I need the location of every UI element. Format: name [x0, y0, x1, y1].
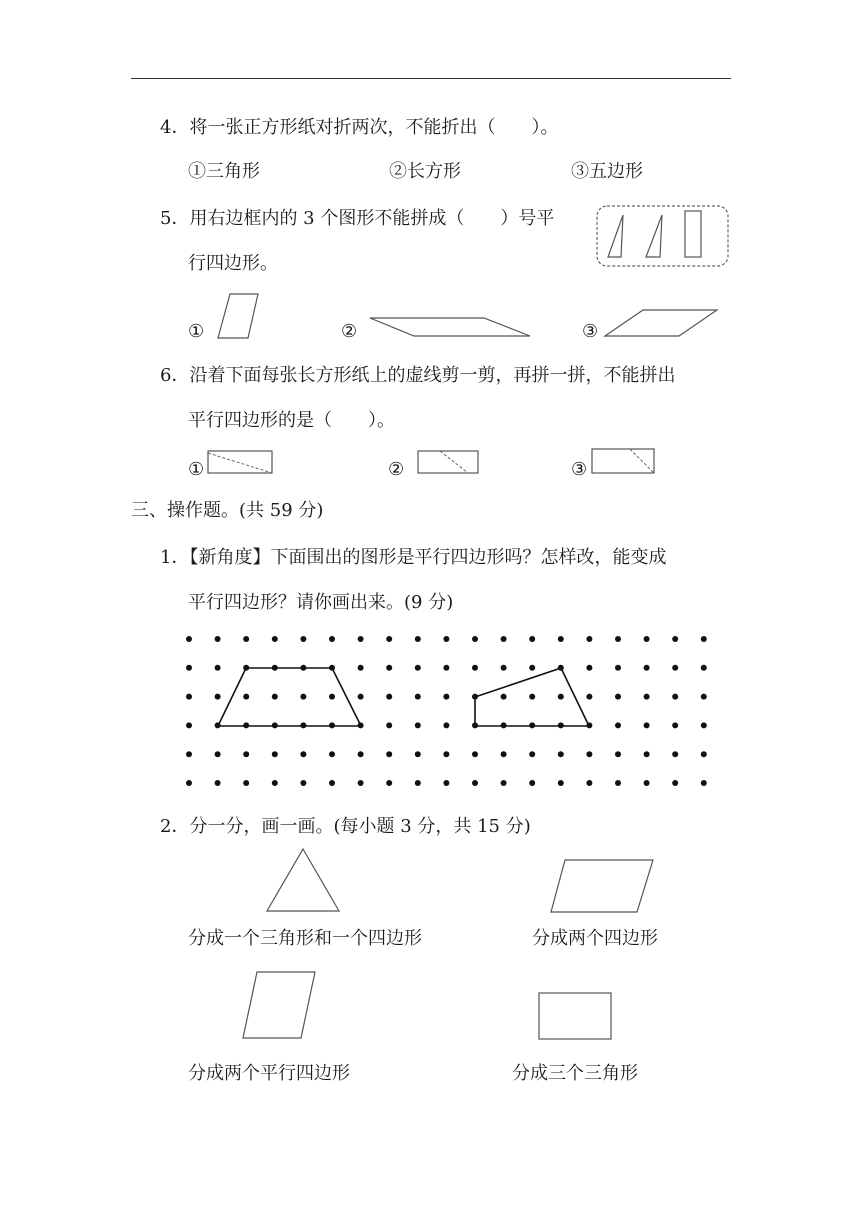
- grid-dot: [215, 694, 221, 700]
- op2-caption-3: 分成两个平行四边形: [188, 1063, 350, 1084]
- grid-dot: [586, 636, 592, 642]
- q6-stem-line2: 平行四边形的是（ ）。: [188, 410, 395, 431]
- grid-dot: [186, 780, 192, 786]
- grid-dot: [586, 751, 592, 757]
- q6-stem-line1: 6．沿着下面每张长方形纸上的虚线剪一剪，再拼一拼，不能拼出: [160, 365, 676, 386]
- grid-dot: [701, 636, 707, 642]
- q5-pieces-box: [596, 205, 730, 269]
- op1-stem-line1: 1．【新角度】下面围出的图形是平行四边形吗？怎样改，能变成: [160, 547, 667, 568]
- op2-caption-4: 分成三个三角形: [512, 1063, 638, 1084]
- grid-dot: [272, 780, 278, 786]
- q4-option-1: ①三角形: [188, 161, 260, 182]
- grid-dot: [215, 665, 221, 671]
- grid-dot: [358, 694, 364, 700]
- grid-dot: [386, 636, 392, 642]
- grid-dot: [243, 751, 249, 757]
- grid-dot: [501, 694, 507, 700]
- grid-dot: [358, 780, 364, 786]
- op2-triangle: [265, 845, 343, 915]
- grid-dot: [243, 636, 249, 642]
- grid-dot: [672, 694, 678, 700]
- grid-dot: [501, 751, 507, 757]
- grid-dot: [615, 636, 621, 642]
- grid-dot: [615, 780, 621, 786]
- grid-dot: [386, 665, 392, 671]
- grid-dot: [186, 722, 192, 728]
- grid-dot: [501, 636, 507, 642]
- grid-dot: [329, 751, 335, 757]
- grid-dot: [272, 751, 278, 757]
- q6-option-2-paper: [416, 449, 482, 477]
- grid-dot: [558, 636, 564, 642]
- dot-grid: [180, 630, 720, 795]
- grid-dot: [586, 665, 592, 671]
- grid-dot: [186, 694, 192, 700]
- grid-dot: [386, 722, 392, 728]
- grid-dot: [472, 665, 478, 671]
- grid-dot: [472, 751, 478, 757]
- grid-dot: [558, 751, 564, 757]
- grid-dot: [300, 751, 306, 757]
- grid-dot: [358, 665, 364, 671]
- grid-dot: [243, 780, 249, 786]
- grid-dot: [358, 636, 364, 642]
- q5-option-2-parallelogram: [366, 314, 536, 340]
- grid-dot: [472, 636, 478, 642]
- grid-dot: [644, 694, 650, 700]
- grid-dot: [300, 636, 306, 642]
- q4-stem: 4．将一张正方形纸对折两次，不能折出（ ）。: [160, 117, 559, 138]
- grid-dot: [615, 751, 621, 757]
- grid-dot: [529, 780, 535, 786]
- op2-caption-2: 分成两个四边形: [532, 928, 658, 949]
- grid-dot: [529, 665, 535, 671]
- grid-dot: [415, 722, 421, 728]
- grid-dot: [443, 751, 449, 757]
- grid-dot: [215, 751, 221, 757]
- q5-option-1-label: ①: [188, 321, 205, 342]
- q6-option-1-paper: [206, 449, 274, 477]
- grid-dot: [386, 751, 392, 757]
- grid-dot: [415, 694, 421, 700]
- grid-dot: [272, 694, 278, 700]
- grid-dot: [443, 636, 449, 642]
- grid-dot: [701, 751, 707, 757]
- op1-trapezoid-figure: [218, 668, 361, 726]
- grid-dot: [358, 751, 364, 757]
- q6-option-1-label: ①: [188, 459, 205, 480]
- grid-dot: [644, 636, 650, 642]
- q5-option-1-parallelogram: [210, 290, 270, 344]
- grid-dot: [586, 780, 592, 786]
- q5-rectangle-piece: [685, 211, 701, 257]
- grid-dot: [672, 751, 678, 757]
- grid-dot: [529, 636, 535, 642]
- grid-dot: [672, 722, 678, 728]
- grid-dot: [300, 780, 306, 786]
- grid-dot: [701, 780, 707, 786]
- grid-dot: [243, 694, 249, 700]
- q4-option-3: ③五边形: [571, 161, 643, 182]
- grid-dot: [272, 636, 278, 642]
- grid-dot: [186, 751, 192, 757]
- grid-dot: [501, 665, 507, 671]
- grid-dot: [415, 665, 421, 671]
- grid-dot: [615, 722, 621, 728]
- grid-dot: [186, 665, 192, 671]
- grid-dot: [386, 780, 392, 786]
- grid-dot: [443, 722, 449, 728]
- op1-stem-line2: 平行四边形？请你画出来。(9 分): [188, 592, 454, 613]
- q5-option-3-parallelogram: [603, 306, 721, 340]
- q5-triangle-piece-1: [608, 215, 623, 257]
- q4-option-2: ②长方形: [389, 161, 461, 182]
- grid-dot: [529, 751, 535, 757]
- grid-dot: [615, 694, 621, 700]
- grid-dot: [215, 636, 221, 642]
- grid-dot: [615, 665, 621, 671]
- op2-rectangle: [537, 991, 615, 1041]
- grid-dot: [443, 780, 449, 786]
- section-3-heading: 三、操作题。(共 59 分): [131, 500, 324, 521]
- grid-dot: [644, 751, 650, 757]
- q5-stem-line1: 5．用右边框内的 3 个图形不能拼成（ ）号平: [160, 208, 555, 229]
- grid-dot: [186, 636, 192, 642]
- grid-dot: [558, 780, 564, 786]
- q5-option-3-label: ③: [582, 321, 599, 342]
- op2-caption-1: 分成一个三角形和一个四边形: [188, 928, 422, 949]
- op2-parallelogram-tall: [241, 970, 319, 1042]
- q5-triangle-piece-2: [646, 215, 662, 257]
- grid-dot: [386, 694, 392, 700]
- op2-stem: 2．分一分，画一画。(每小题 3 分，共 15 分): [160, 816, 531, 837]
- grid-dot: [672, 636, 678, 642]
- grid-dot: [672, 780, 678, 786]
- grid-dot: [443, 694, 449, 700]
- q5-stem-line2: 行四边形。: [188, 253, 278, 274]
- q5-option-2-label: ②: [341, 321, 358, 342]
- grid-dot: [644, 665, 650, 671]
- grid-dot: [644, 722, 650, 728]
- grid-dot: [300, 694, 306, 700]
- grid-dot: [415, 636, 421, 642]
- op2-parallelogram-wide: [549, 858, 657, 916]
- grid-dot: [443, 665, 449, 671]
- grid-dot: [529, 694, 535, 700]
- grid-dot: [701, 694, 707, 700]
- grid-dot: [586, 694, 592, 700]
- grid-dot: [329, 636, 335, 642]
- grid-dot: [415, 751, 421, 757]
- grid-dot: [701, 665, 707, 671]
- q6-option-2-label: ②: [388, 459, 405, 480]
- grid-dot: [329, 780, 335, 786]
- header-rule: [131, 78, 731, 79]
- grid-dot: [701, 722, 707, 728]
- grid-dot: [644, 780, 650, 786]
- grid-dot: [472, 780, 478, 786]
- grid-dot: [672, 665, 678, 671]
- grid-dot: [215, 780, 221, 786]
- grid-dot: [501, 780, 507, 786]
- grid-dot: [329, 694, 335, 700]
- q6-option-3-paper: [590, 447, 658, 477]
- grid-dot: [415, 780, 421, 786]
- q6-option-3-label: ③: [571, 459, 588, 480]
- grid-dot: [558, 694, 564, 700]
